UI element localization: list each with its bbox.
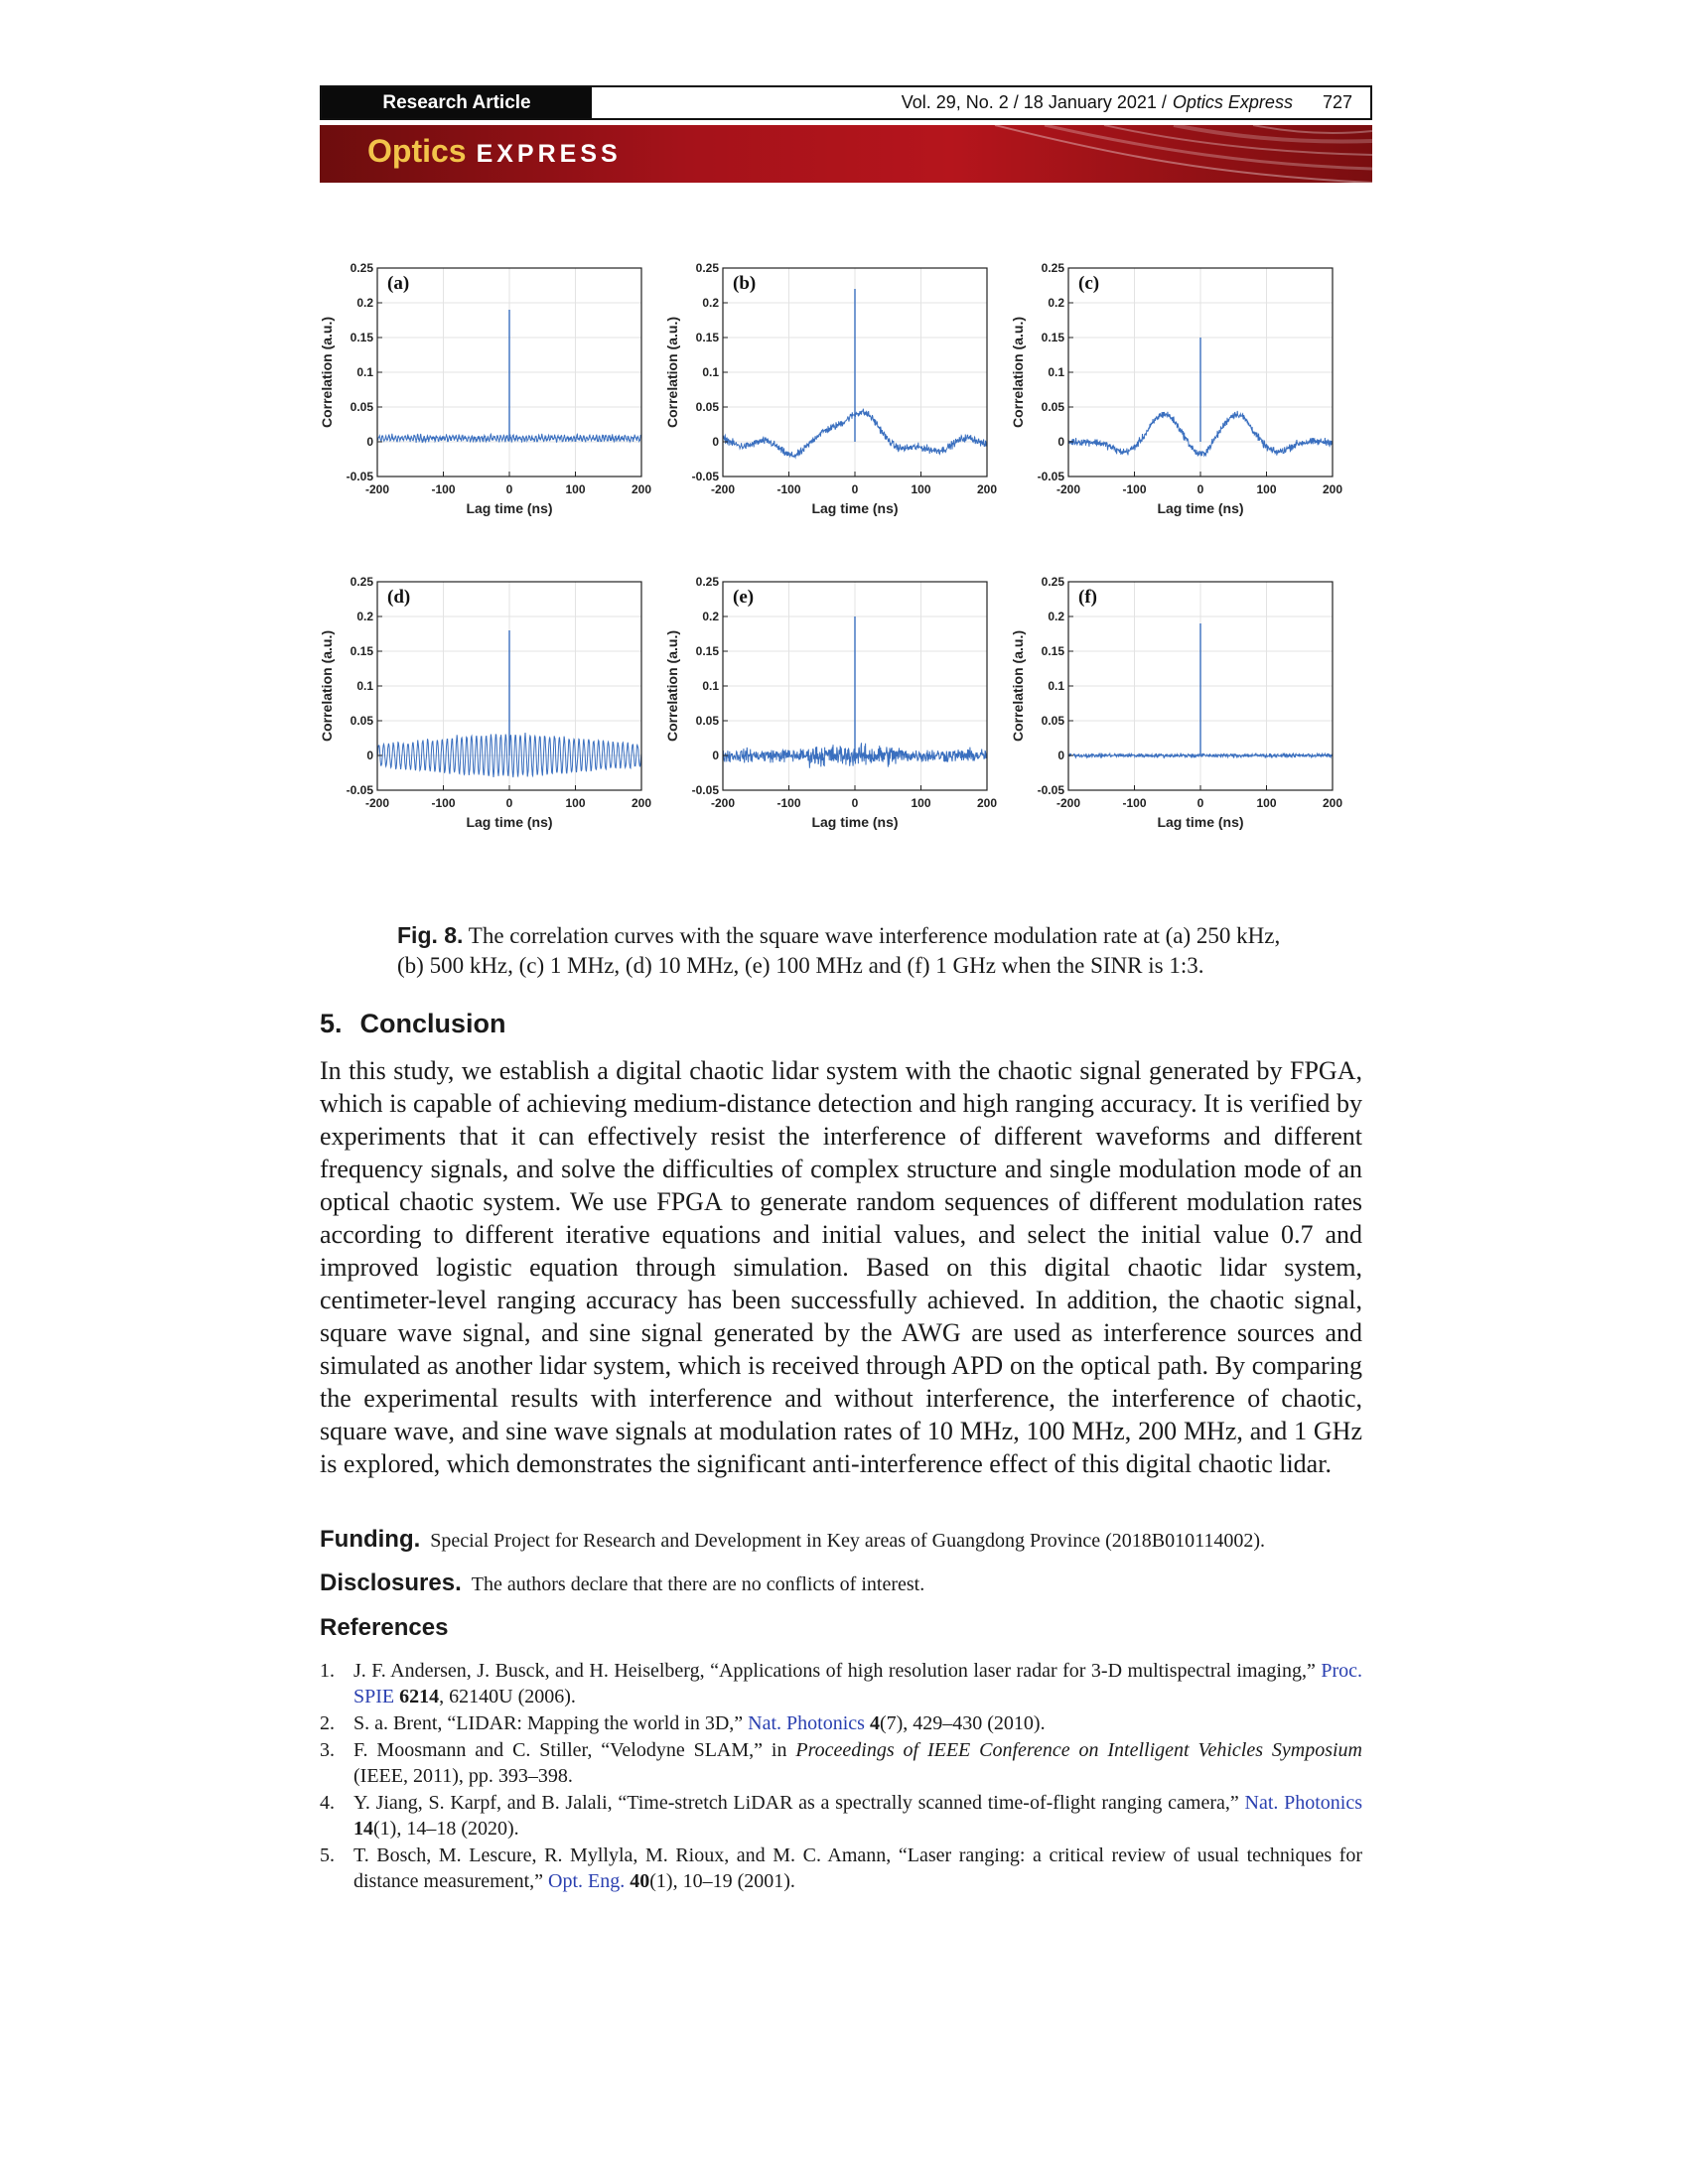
x-tick-label: 100 [565, 796, 586, 810]
correlation-panel [664, 575, 997, 830]
y-axis-label: Correlation (a.u.) [1010, 316, 1026, 429]
x-axis-label: Lag time (ns) [811, 814, 899, 830]
y-tick-label: 0.2 [356, 296, 373, 310]
y-tick-label: 0.1 [702, 679, 719, 693]
section-title: Conclusion [359, 1009, 506, 1038]
conclusion-paragraph: In this study, we establish a digital chaotic lidar system with the chaotic signal generated by FPGA, which is capable of achieving medium-distance detection and high ranging accuracy. It is verified by experiments that it can effectively resist the interference of different waveforms and different frequency signals, and solve the difficulties of complex structure and single modulation mode of an optical chaotic system. We use FPGA to generate random sequences of different modulation rates according to different iterative equations and initial values, and select the initial value 0.7 and improved logistic equation through simulation. Based on this digital chaotic lidar system, centimeter-level ranging accuracy has been successfully achieved. In addition, the chaotic signal, square wave signal, and sine signal generated by the AWG are used as interference sources and simulated as another lidar system, which is received through APD on the optical path. By comparing the experimental results with interference and without interference, the interference of chaotic, square wave, and sine wave signals at modulation rates of 10 MHz, 100 MHz, 200 MHz, and 1 GHz is explored, which demonstrates the significant anti-interference effect of this digital chaotic lidar. [320, 1056, 1362, 1478]
y-tick-label: 0.15 [1041, 644, 1064, 658]
y-tick-label: 0.25 [350, 575, 373, 589]
y-tick-label: 0 [712, 749, 719, 762]
panel-label: (a) [387, 273, 410, 294]
y-tick-label: 0.25 [350, 261, 373, 275]
y-tick-label: 0 [366, 749, 373, 762]
x-tick-label: 200 [631, 796, 652, 810]
y-tick-label: 0.2 [1048, 610, 1064, 623]
figure-caption [397, 920, 1311, 981]
references-heading: References [320, 1614, 449, 1641]
x-tick-label: 200 [1322, 796, 1343, 810]
y-tick-label: 0.1 [356, 365, 373, 379]
disclosures-head: Disclosures. [320, 1570, 462, 1596]
y-tick-label: 0 [712, 435, 719, 449]
banner-swoosh-graphic [955, 125, 1372, 183]
y-tick-label: 0.15 [350, 331, 373, 344]
y-tick-label: 0.05 [1041, 714, 1064, 728]
y-tick-label: 0.25 [695, 261, 719, 275]
disclosures-statement [320, 1570, 1372, 1597]
citation-line [592, 87, 1370, 118]
y-axis-label: Correlation (a.u.) [320, 629, 335, 743]
x-tick-label: -100 [776, 796, 801, 810]
logo-express: EXPRESS [476, 140, 622, 168]
journal-link[interactable]: Proc. SPIE [353, 1660, 1362, 1707]
x-tick-label: 100 [911, 482, 931, 496]
y-tick-label: 0.2 [356, 610, 373, 623]
correlation-panel [320, 261, 651, 516]
y-axis-label: Correlation (a.u.) [664, 316, 680, 429]
x-tick-label: 0 [1196, 796, 1204, 810]
section-number: 5. [320, 1009, 343, 1038]
y-tick-label: 0.15 [695, 331, 719, 344]
funding-statement [320, 1527, 1372, 1554]
y-tick-label: 0.1 [356, 679, 373, 693]
x-axis-label: Lag time (ns) [466, 500, 553, 516]
correlation-plots [320, 256, 1372, 872]
y-tick-label: 0 [366, 435, 373, 449]
y-tick-label: 0.1 [1048, 365, 1064, 379]
journal-logo [367, 133, 622, 170]
y-axis-label: Correlation (a.u.) [320, 316, 335, 429]
y-tick-label: 0.05 [1041, 400, 1064, 414]
article-type-label: Research Article [322, 87, 592, 118]
y-tick-label: -0.05 [346, 783, 373, 797]
citation-text: Vol. 29, No. 2 / 18 January 2021 / [901, 92, 1167, 112]
y-tick-label: 0.25 [695, 575, 719, 589]
caption-text: The correlation curves with the square wave interference modulation rate at (a) 250 kHz, (b) 500 kHz, (c) 1 MHz, (d) 10 MHz, (e) 100 MHz and (f) 1 GHz when the SINR is 1:3. [397, 923, 1281, 978]
x-tick-label: -100 [1122, 482, 1147, 496]
x-tick-label: 200 [1322, 482, 1343, 496]
caption-label: Fig. 8. [397, 922, 464, 948]
y-tick-label: 0.1 [1048, 679, 1064, 693]
logo-optics: Optics [367, 133, 467, 169]
reference-item: 2. S. a. Brent, “LIDAR: Mapping the world in 3D,” Nat. Photonics 4(7), 429–430 (2010). [320, 1712, 1046, 1734]
panel-label: (b) [733, 273, 757, 294]
y-tick-label: 0.25 [1041, 261, 1064, 275]
figure-8 [320, 256, 1372, 872]
x-tick-label: 0 [1196, 482, 1204, 496]
journal-link[interactable]: Nat. Photonics [1244, 1792, 1362, 1814]
x-tick-label: -100 [431, 796, 456, 810]
y-tick-label: 0.1 [702, 365, 719, 379]
x-tick-label: 200 [976, 796, 998, 810]
x-tick-label: -100 [431, 482, 456, 496]
y-axis-label: Correlation (a.u.) [664, 629, 680, 743]
journal-link[interactable]: Nat. Photonics [748, 1712, 865, 1734]
panel-label: (c) [1078, 273, 1100, 294]
x-tick-label: -200 [710, 796, 736, 810]
y-tick-label: 0.05 [350, 400, 373, 414]
x-tick-label: -200 [364, 796, 390, 810]
reference-item: 1. J. F. Andersen, J. Busck, and H. Heiselberg, “Applications of high resolution laser radar for 3-D multispectral imaging,” Proc. SPIE 6214, 62140U (2006). [320, 1660, 1362, 1707]
x-tick-label: -200 [710, 482, 736, 496]
reference-list [320, 1658, 1362, 1895]
page-number: 727 [1322, 92, 1352, 112]
x-tick-label: -200 [1055, 796, 1081, 810]
y-tick-label: 0.15 [1041, 331, 1064, 344]
y-tick-label: -0.05 [691, 783, 719, 797]
y-tick-label: 0.2 [702, 610, 719, 623]
x-tick-label: -100 [1122, 796, 1147, 810]
correlation-panel [320, 575, 651, 830]
x-tick-label: -200 [364, 482, 390, 496]
panel-label: (f) [1078, 587, 1097, 608]
y-tick-label: -0.05 [1037, 783, 1064, 797]
x-axis-label: Lag time (ns) [1157, 814, 1244, 830]
journal-link[interactable]: Opt. Eng. [548, 1870, 626, 1892]
x-axis-label: Lag time (ns) [466, 814, 553, 830]
y-tick-label: 0 [1057, 435, 1064, 449]
y-tick-label: 0.25 [1041, 575, 1064, 589]
x-tick-label: 100 [1256, 796, 1277, 810]
x-axis-label: Lag time (ns) [1157, 500, 1244, 516]
y-tick-label: 0.05 [695, 714, 719, 728]
x-tick-label: 100 [1256, 482, 1277, 496]
disclosures-text: The authors declare that there are no conflicts of interest. [471, 1573, 925, 1595]
x-tick-label: 100 [565, 482, 586, 496]
x-tick-label: 0 [851, 796, 859, 810]
y-tick-label: 0.2 [702, 296, 719, 310]
reference-item: 3. F. Moosmann and C. Stiller, “Velodyne SLAM,” in Proceedings of IEEE Conference on Intelligent Vehicles Symposium (IEEE, 2011), pp. 393–398. [320, 1739, 1362, 1787]
reference-item: 5. T. Bosch, M. Lescure, R. Myllyla, M. Rioux, and M. C. Amann, “Laser ranging: a critical review of usual techniques for distance measurement,” Opt. Eng. 40(1), 10–19 (2001). [320, 1844, 1362, 1892]
x-tick-label: -100 [776, 482, 801, 496]
y-tick-label: -0.05 [346, 470, 373, 483]
correlation-panel [1010, 575, 1342, 830]
x-tick-label: 0 [505, 482, 513, 496]
x-tick-label: -200 [1055, 482, 1081, 496]
y-tick-label: 0 [1057, 749, 1064, 762]
x-tick-label: 0 [505, 796, 513, 810]
y-tick-label: -0.05 [691, 470, 719, 483]
section-heading [320, 1009, 506, 1039]
x-tick-label: 200 [631, 482, 652, 496]
panel-label: (e) [733, 587, 755, 608]
funding-head: Funding. [320, 1526, 421, 1553]
running-header [320, 85, 1372, 120]
y-axis-label: Correlation (a.u.) [1010, 629, 1026, 743]
x-tick-label: 0 [851, 482, 859, 496]
y-tick-label: 0.15 [350, 644, 373, 658]
funding-text: Special Project for Research and Development in Key areas of Guangdong Province (2018B010114002). [430, 1530, 1265, 1552]
x-axis-label: Lag time (ns) [811, 500, 899, 516]
y-tick-label: 0.05 [695, 400, 719, 414]
journal-name: Optics Express [1172, 92, 1293, 112]
y-tick-label: -0.05 [1037, 470, 1064, 483]
correlation-panel [1010, 261, 1342, 516]
reference-item: 4. Y. Jiang, S. Karpf, and B. Jalali, “Time-stretch LiDAR as a spectrally scanned time-of-flight ranging camera,” Nat. Photonics 14(1), 14–18 (2020). [320, 1792, 1362, 1840]
journal-banner [320, 125, 1372, 183]
x-tick-label: 200 [976, 482, 998, 496]
panel-label: (d) [387, 587, 411, 608]
x-tick-label: 100 [911, 796, 931, 810]
y-tick-label: 0.15 [695, 644, 719, 658]
y-tick-label: 0.05 [350, 714, 373, 728]
y-tick-label: 0.2 [1048, 296, 1064, 310]
correlation-panel [664, 261, 997, 516]
